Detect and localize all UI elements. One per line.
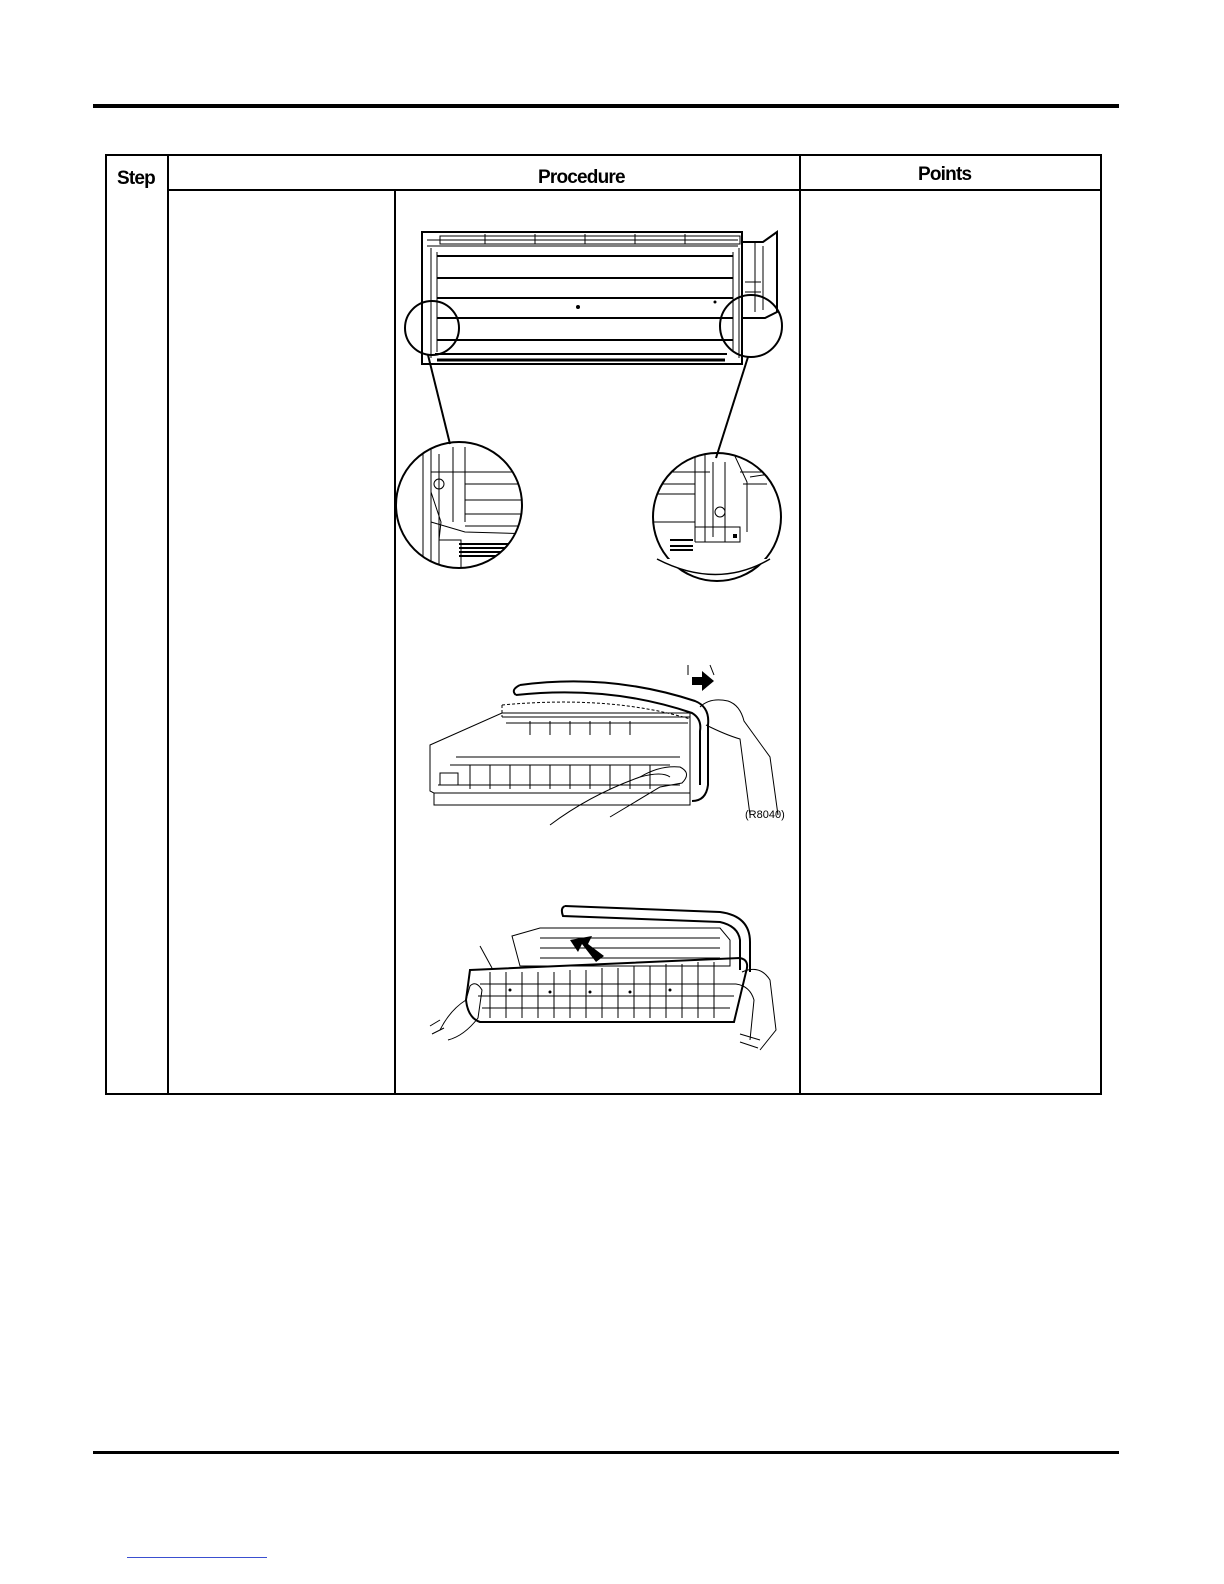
figure-reference-label: (R8040): [745, 809, 785, 821]
header-step: Step: [117, 168, 155, 189]
panel-removal-figure: [410, 665, 790, 825]
header-procedure: Procedure: [538, 167, 625, 188]
header-divider: [167, 189, 1100, 191]
procedure-column-divider: [799, 156, 801, 1093]
footer-rule: [93, 1451, 1119, 1454]
indoor-unit-front-view-figure: [395, 222, 790, 587]
step-column-divider: [167, 156, 169, 1093]
footer-link-underline: [127, 1557, 267, 1558]
panel-lift-figure: [420, 900, 780, 1060]
header-points: Points: [918, 164, 972, 185]
header-rule: [93, 104, 1119, 108]
